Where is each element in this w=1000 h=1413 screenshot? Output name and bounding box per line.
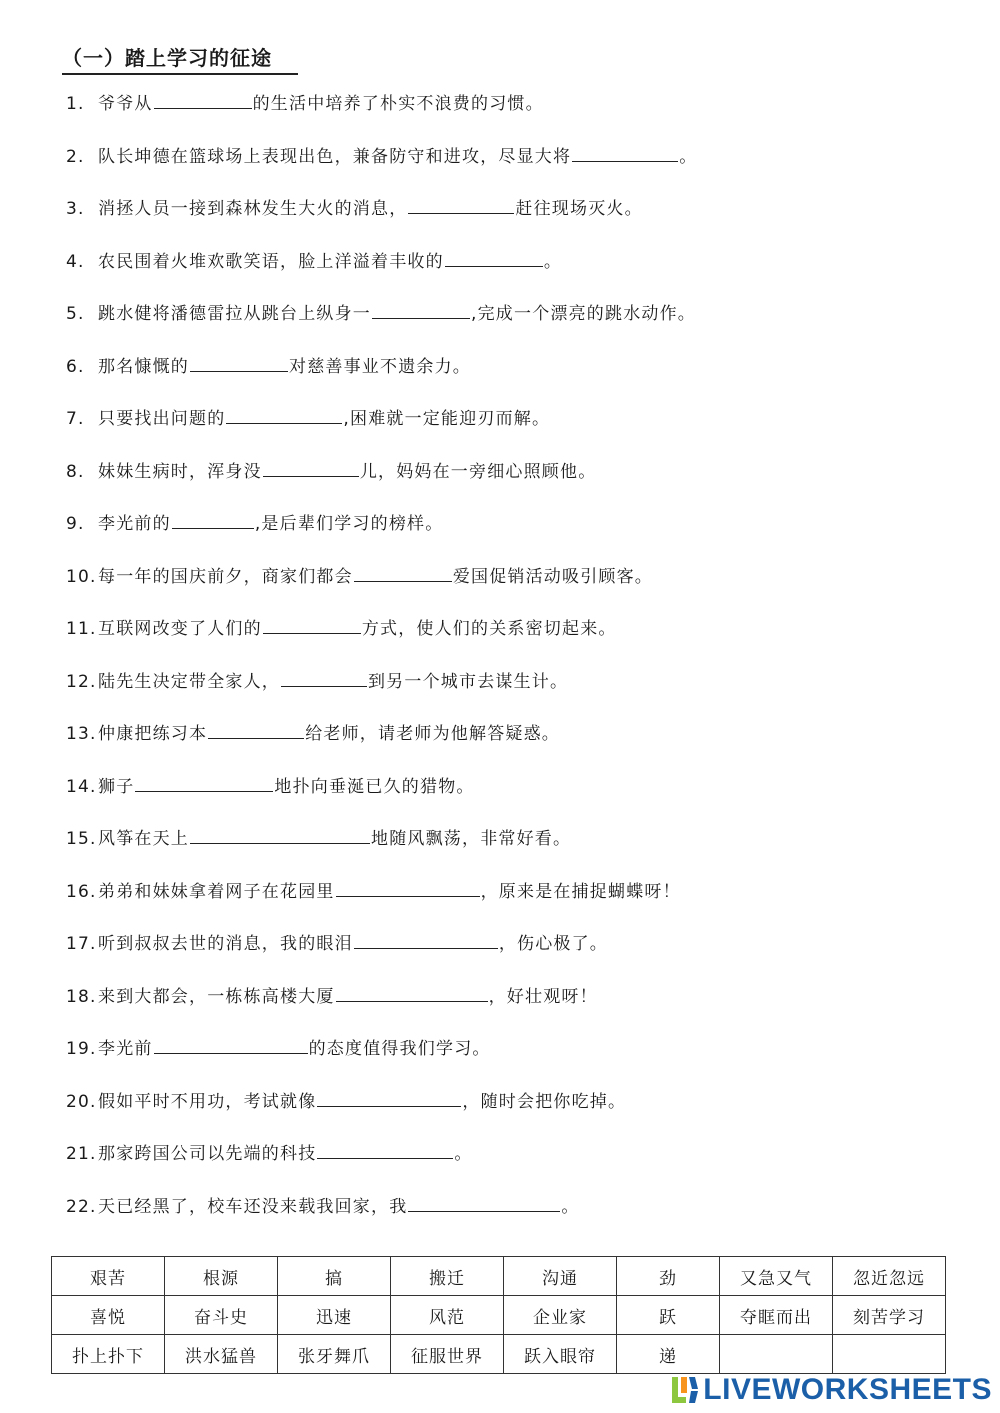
word-bank-cell: 洪水猛兽 (165, 1335, 278, 1374)
answer-blank[interactable] (317, 1084, 461, 1107)
question-number: 8. (66, 461, 85, 482)
question-text-before: 陆先生决定带全家人， (98, 671, 280, 692)
word-bank-cell: 征服世界 (391, 1335, 504, 1374)
question-text-after: 。 (543, 251, 563, 272)
liveworksheets-brand (671, 1373, 992, 1407)
answer-blank[interactable] (263, 454, 359, 477)
question-text-after: ，随时会把你吃掉。 (462, 1091, 627, 1112)
question-number: 7. (66, 409, 85, 429)
answer-blank[interactable] (190, 821, 370, 844)
word-bank-cell: 扑上扑下 (52, 1335, 165, 1374)
question-text-before: 假如平时不用功，考试就像 (98, 1091, 317, 1112)
answer-blank[interactable] (263, 611, 361, 634)
question-number: 6. (66, 356, 85, 377)
question-20 (66, 1084, 946, 1137)
question-text-after: ，好壮观呀！ (488, 986, 598, 1007)
question-text-before: 李光前 (98, 1039, 153, 1059)
word-bank-cell: 迅速 (278, 1296, 391, 1335)
question-number: 3. (66, 199, 85, 219)
question-number: 21. (66, 1144, 97, 1164)
word-bank-cell: 搬迁 (391, 1257, 504, 1296)
answer-blank[interactable] (354, 926, 498, 949)
question-text-after: 对慈善事业不遗余力。 (289, 356, 471, 377)
question-text-before: 李光前的 (98, 514, 171, 534)
word-bank-cell: 跃入眼帘 (504, 1335, 617, 1374)
word-bank-cell (833, 1335, 946, 1374)
question-text-before: 互联网改变了人们的 (98, 619, 262, 639)
answer-blank[interactable] (445, 244, 543, 267)
question-text-before: 爷爷从 (98, 94, 153, 114)
answer-blank[interactable] (354, 559, 452, 582)
question-text-after: 。 (561, 1196, 580, 1217)
question-5 (66, 296, 946, 349)
question-17 (66, 926, 946, 979)
question-text-after: 给老师，请老师为他解答疑惑。 (305, 724, 561, 744)
question-text-before: 妹妹生病时，浑身没 (98, 461, 262, 482)
question-number: 17. (66, 934, 97, 954)
question-22 (66, 1189, 946, 1242)
question-text-before: 仲康把练习本 (98, 724, 208, 744)
question-19 (66, 1031, 946, 1084)
question-number: 2. (66, 146, 85, 167)
question-text-before: 狮子 (98, 776, 135, 797)
question-number: 10. (66, 566, 97, 587)
question-18 (66, 979, 946, 1032)
question-number: 5. (66, 304, 85, 324)
liveworksheets-logo-icon (671, 1375, 701, 1405)
word-bank-cell: 递 (617, 1335, 720, 1374)
question-number: 12. (66, 671, 97, 692)
word-bank-row (52, 1335, 946, 1374)
answer-blank[interactable] (317, 1136, 453, 1159)
question-12 (66, 664, 946, 717)
word-bank-cell: 劲 (617, 1257, 720, 1296)
question-text-after: 的态度值得我们学习。 (308, 1039, 491, 1059)
question-text-before: 那名慷慨的 (98, 356, 189, 377)
question-text-after: 儿，妈妈在一旁细心照顾他。 (359, 461, 597, 482)
question-text-after: ，原来是在捕捉蝴蝶呀！ (480, 881, 681, 902)
question-9 (66, 506, 946, 559)
question-text-after: 到另一个城市去谋生计。 (368, 671, 569, 692)
question-text-before: 弟弟和妹妹拿着网子在花园里 (98, 881, 335, 902)
question-number: 22. (66, 1196, 97, 1217)
question-number: 20. (66, 1091, 97, 1112)
word-bank-cell: 奋斗史 (165, 1296, 278, 1335)
word-bank-cell: 艰苦 (52, 1257, 165, 1296)
question-text-after: 。 (679, 146, 698, 167)
question-number: 16. (66, 881, 97, 902)
question-6 (66, 349, 946, 402)
question-text-after: 。 (454, 1144, 473, 1164)
question-text-after: 地扑向垂涎已久的猎物。 (274, 776, 475, 797)
question-text-before: 天已经黑了，校车还没来载我回家，我 (98, 1196, 408, 1217)
answer-blank[interactable] (336, 874, 480, 897)
word-bank-cell: 刻苦学习 (833, 1296, 946, 1335)
question-text-after: 爱国促销活动吸引顾客。 (452, 566, 654, 587)
question-text-after: 赶往现场灭火。 (515, 199, 643, 219)
question-text-after: 的生活中培养了朴实不浪费的习惯。 (252, 94, 544, 114)
word-bank-cell: 跃 (617, 1296, 720, 1335)
question-number: 11. (66, 619, 97, 639)
question-number: 18. (66, 986, 97, 1007)
answer-blank[interactable] (135, 769, 273, 792)
question-14 (66, 769, 946, 822)
question-text-before: 那家跨国公司以先端的科技 (98, 1144, 317, 1164)
word-bank-cell: 张牙舞爪 (278, 1335, 391, 1374)
question-text-before: 跳水健将潘德雷拉从跳台上纵身一 (98, 304, 371, 324)
answer-blank[interactable] (190, 349, 288, 372)
word-bank-cell: 风范 (391, 1296, 504, 1335)
question-15 (66, 821, 946, 874)
question-number: 1. (66, 94, 85, 114)
question-number: 15. (66, 829, 97, 849)
question-list (66, 86, 946, 1241)
answer-blank[interactable] (372, 296, 470, 319)
question-16 (66, 874, 946, 927)
answer-blank[interactable] (226, 401, 342, 424)
question-text-after: 地随风飘荡，非常好看。 (371, 829, 572, 849)
word-bank-row (52, 1257, 946, 1296)
brand-name: LIVEWORKSHEETS (703, 1373, 992, 1406)
question-1 (66, 86, 946, 139)
question-4 (66, 244, 946, 297)
question-text-before: 只要找出问题的 (98, 409, 226, 429)
answer-blank[interactable] (154, 1031, 308, 1054)
question-13 (66, 716, 946, 769)
question-text-after: ,困难就一定能迎刃而解。 (343, 409, 551, 429)
answer-blank[interactable] (572, 139, 678, 162)
question-11 (66, 611, 946, 664)
word-bank-cell (720, 1335, 833, 1374)
word-bank-cell: 忽近忽远 (833, 1257, 946, 1296)
word-bank-row (52, 1296, 946, 1335)
question-10 (66, 559, 946, 612)
question-text-after: 方式，使人们的关系密切起来。 (361, 619, 617, 639)
word-bank-cell: 沟通 (504, 1257, 617, 1296)
answer-blank[interactable] (208, 716, 304, 739)
question-text-before: 来到大都会，一栋栋高楼大厦 (98, 986, 335, 1007)
worksheet-title: （一）踏上学习的征途 (62, 42, 298, 75)
question-3 (66, 191, 946, 244)
answer-blank[interactable] (281, 664, 367, 687)
question-2 (66, 139, 946, 192)
question-text-after: ,是后辈们学习的榜样。 (254, 514, 444, 534)
answer-blank[interactable] (408, 191, 514, 214)
answer-blank[interactable] (172, 506, 254, 529)
question-number: 9. (66, 514, 85, 534)
word-bank-cell: 企业家 (504, 1296, 617, 1335)
question-21 (66, 1136, 946, 1189)
question-text-before: 消拯人员一接到森林发生大火的消息， (98, 199, 408, 219)
question-7 (66, 401, 946, 454)
question-number: 19. (66, 1039, 97, 1059)
question-number: 13. (66, 724, 97, 744)
question-number: 14. (66, 776, 97, 797)
question-text-before: 农民围着火堆欢歌笑语，脸上洋溢着丰收的 (98, 251, 444, 272)
question-text-before: 听到叔叔去世的消息，我的眼泪 (98, 934, 353, 954)
word-bank-cell: 又急又气 (720, 1257, 833, 1296)
question-text-after: ，伤心极了。 (498, 934, 609, 954)
question-text-before: 队长坤德在篮球场上表现出色，兼备防守和进攻，尽显大将 (98, 146, 572, 167)
question-number: 4. (66, 251, 85, 272)
answer-blank[interactable] (336, 979, 488, 1002)
word-bank-cell: 夺眶而出 (720, 1296, 833, 1335)
word-bank-cell: 搞 (278, 1257, 391, 1296)
question-text-before: 风筝在天上 (98, 829, 189, 849)
question-text-after: ,完成一个漂亮的跳水动作。 (471, 304, 697, 324)
question-text-before: 每一年的国庆前夕，商家们都会 (98, 566, 353, 587)
answer-blank[interactable] (408, 1189, 560, 1212)
word-bank-cell: 根源 (165, 1257, 278, 1296)
word-bank-table (51, 1256, 946, 1374)
question-8 (66, 454, 946, 507)
word-bank-cell: 喜悦 (52, 1296, 165, 1335)
answer-blank[interactable] (154, 86, 252, 109)
